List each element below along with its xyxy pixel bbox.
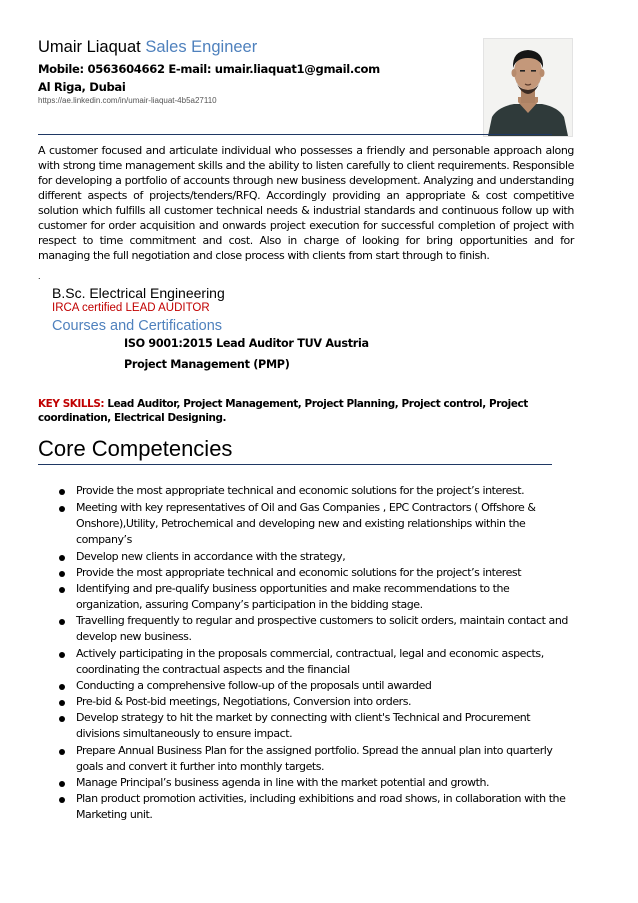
contact-line: Mobile: 0563604662 E-mail: umair.liaquat1@gmail.com bbox=[38, 62, 380, 76]
location-line: Al Riga, Dubai bbox=[38, 80, 126, 94]
competency-item: Prepare Annual Business Plan for the assigned portfolio. Spread the annual plan into quarterly goals and convert it further into monthly targets. bbox=[76, 744, 553, 773]
bullet-icon bbox=[59, 619, 65, 625]
course-item: Project Management (PMP) bbox=[124, 358, 290, 371]
bullet-icon bbox=[59, 684, 65, 690]
competency-item: Travelling frequently to regular and prospective customers to solicit orders, maintain contact and develop new business. bbox=[76, 614, 568, 643]
competency-item: Manage Principal’s business agenda in line with the market potential and growth. bbox=[76, 776, 490, 789]
bullet-icon bbox=[59, 700, 65, 706]
bullet-icon bbox=[59, 716, 65, 722]
course-item: ISO 9001:2015 Lead Auditor TUV Austria bbox=[124, 337, 369, 350]
bullet-icon bbox=[59, 571, 65, 577]
bullet-icon bbox=[59, 797, 65, 803]
competency-item: Develop strategy to hit the market by connecting with client's Technical and Procurement divisions simultaneously to ensure impact. bbox=[76, 711, 531, 740]
competency-item: Plan product promotion activities, including exhibitions and road shows, in collaboration with the Marketing unit. bbox=[76, 792, 566, 821]
bullet-icon bbox=[59, 587, 65, 593]
profile-photo-drawing bbox=[484, 39, 572, 136]
competency-item: Actively participating in the proposals commercial, contractual, legal and economic aspects, coordinating the contractual aspects and the financial bbox=[76, 647, 544, 676]
bullet-icon bbox=[59, 749, 65, 755]
header-divider bbox=[38, 134, 552, 135]
header-name-line bbox=[38, 38, 257, 57]
candidate-role: Sales Engineer bbox=[145, 38, 258, 56]
bullet-icon bbox=[59, 555, 65, 561]
competency-item: Identifying and pre-qualify business opportunities and make recommendations to the organization, assuring Company’s participation in the bidding stage. bbox=[76, 582, 510, 611]
bullet-icon bbox=[59, 781, 65, 787]
profile-summary: A customer focused and articulate individual who possesses a friendly and personable approach along with strong time management skills and the ability to listen carefully to client requirements. Responsible for developing a portfolio of accounts through new business development. Analyzing and understanding different aspects of projects/tenders/RFQ. Accordingly providing an appropriate & cost competitive solution which fulfills all customer technical needs & industrial standards and continuous follow up with customer for order acquisition and onwards project execution for successful completion of project with respect to time commitment and cost. Also in charge of looking for bring opportunities and for managing the full negotiation and close process with clients from start through to finish. bbox=[38, 144, 574, 262]
competency-item: Provide the most appropriate technical and economic solutions for the project’s interest bbox=[76, 566, 522, 579]
profile-photo bbox=[483, 38, 573, 137]
competency-item: Pre-bid & Post-bid meetings, Negotiations, Conversion into orders. bbox=[76, 695, 412, 708]
key-skills-text: Lead Auditor, Project Management, Project Planning, Project control, Project coordination, Electrical Designing. bbox=[38, 398, 528, 424]
key-skills-label: KEY SKILLS: bbox=[38, 398, 105, 410]
degree-title: B.Sc. Electrical Engineering bbox=[52, 285, 225, 301]
bullet-icon bbox=[59, 506, 65, 512]
core-competencies-heading: Core Competencies bbox=[38, 436, 233, 461]
bullet-icon bbox=[59, 652, 65, 658]
competency-item: Provide the most appropriate technical and economic solutions for the project’s interest. bbox=[76, 484, 525, 497]
bullet-icon bbox=[59, 489, 65, 495]
core-divider bbox=[38, 464, 552, 465]
key-skills bbox=[38, 397, 578, 425]
courses-heading: Courses and Certifications bbox=[52, 318, 223, 334]
competency-item: Develop new clients in accordance with the strategy, bbox=[76, 550, 346, 563]
linkedin-link[interactable]: https://ae.linkedin.com/in/umair-liaquat-4b5a27110 bbox=[38, 96, 217, 105]
competency-item: Conducting a comprehensive follow-up of the proposals until awarded bbox=[76, 679, 432, 692]
candidate-name: Umair Liaquat bbox=[38, 38, 141, 56]
stray-dot: . bbox=[38, 271, 41, 281]
competency-item: Meeting with key representatives of Oil and Gas Companies , EPC Contractors ( Offshore & Onshore),Utility, Petrochemical and developing new and existing relationships within the company’s bbox=[76, 501, 536, 546]
irca-certification: IRCA certified LEAD AUDITOR bbox=[52, 302, 210, 314]
